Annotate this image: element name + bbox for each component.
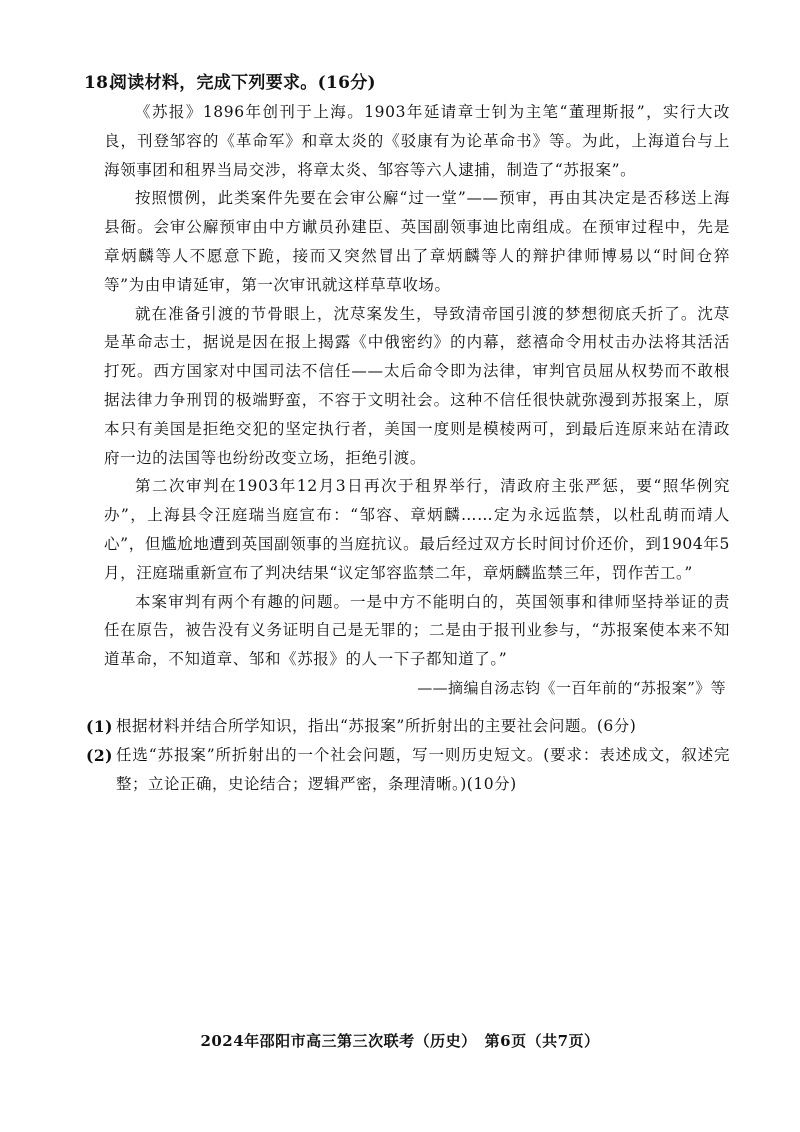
sub-question-text: 任选“苏报案”所折射出的一个社会问题，写一则历史短文。(要求：表述成文，叙述完整；立论正确，史论结合；逻辑严密，条理清晰。)(10分)	[116, 746, 730, 793]
sub-question-number: (1)	[86, 717, 113, 736]
question-number: 18.	[84, 73, 115, 93]
reading-material	[104, 98, 730, 702]
material-paragraph: 就在准备引渡的节骨眼上，沈荩案发生，导致清帝国引渡的梦想彻底夭折了。沈荩是革命志士，据说是因在报上揭露《中俄密约》的内幕，慈禧命令用杖击办法将其活活打死。西方国家对中国司法不信任——太后命令即为法律，审判官员屈从权势而不敢根据法律力争刑罚的极端野蛮，不容于文明社会。这种不信任很快就弥漫到苏报案上，原本只有美国是拒绝交犯的坚定执行者，美国一度则是模棱两可，到最后连原来站在清政府一边的法国等也纷纷改变立场，拒绝引渡。	[104, 304, 730, 467]
material-source: ——摘编自汤志钧《一百年前的“苏报案”》等	[417, 678, 726, 697]
question-header	[84, 70, 744, 96]
page-footer: 2024年邵阳市高三第三次联考（历史） 第6页（共7页）	[200, 1032, 600, 1050]
material-paragraph: 按照惯例，此类案件先要在会审公廨“过一堂”——预审，再由其决定是否移送上海县衙。会审公廨预审由中方谳员孙建臣、英国副领事迪比南组成。在预审过程中，先是章炳麟等人不愿意下跪，接而又突然冒出了章炳麟等人的辩护律师博易以“时间仓猝等”为由申请延审，第一次审讯就这样草草收场。	[104, 189, 730, 294]
sub-question-text: 根据材料并结合所学知识，指出“苏报案”所折射出的主要社会问题。(6分)	[116, 717, 637, 735]
material-paragraph: 第二次审判在1903年12月3日再次于租界举行，清政府主张严惩，要“照华例究办”，上海县令汪庭瑞当庭宣布：“邹容、章炳麟……定为永远监禁，以杜乱萌而靖人心”，但尴尬地遭到英国副领事的当庭抗议。最后经过双方长时间讨价还价，到1904年5月，汪庭瑞重新宣布了判决结果“议定邹容监禁二年，章炳麟监禁三年，罚作苦工。”	[104, 477, 730, 582]
material-paragraph: 《苏报》1896年创刊于上海。1903年延请章士钊为主笔“董理斯报”，实行大改良，刊登邹容的《革命军》和章太炎的《驳康有为论革命书》等。为此，上海道台与上海领事团和租界当局交涉，将章太炎、邹容等六人逮捕，制造了“苏报案”。	[104, 103, 730, 179]
sub-questions	[86, 712, 730, 799]
sub-question-1	[86, 712, 730, 741]
sub-question-2	[86, 741, 730, 799]
sub-question-number: (2)	[86, 746, 113, 765]
question-instruction: 阅读材料，完成下列要求。(16分)	[110, 73, 376, 93]
material-paragraph: 本案审判有两个有趣的问题。一是中方不能明白的，英国领事和律师坚持举证的责任在原告，被告没有义务证明自己是无罪的；二是由于报刊业参与，“苏报案使本来不知道革命，不知道章、邹和《苏报》的人一下子都知道了。”	[104, 592, 730, 669]
